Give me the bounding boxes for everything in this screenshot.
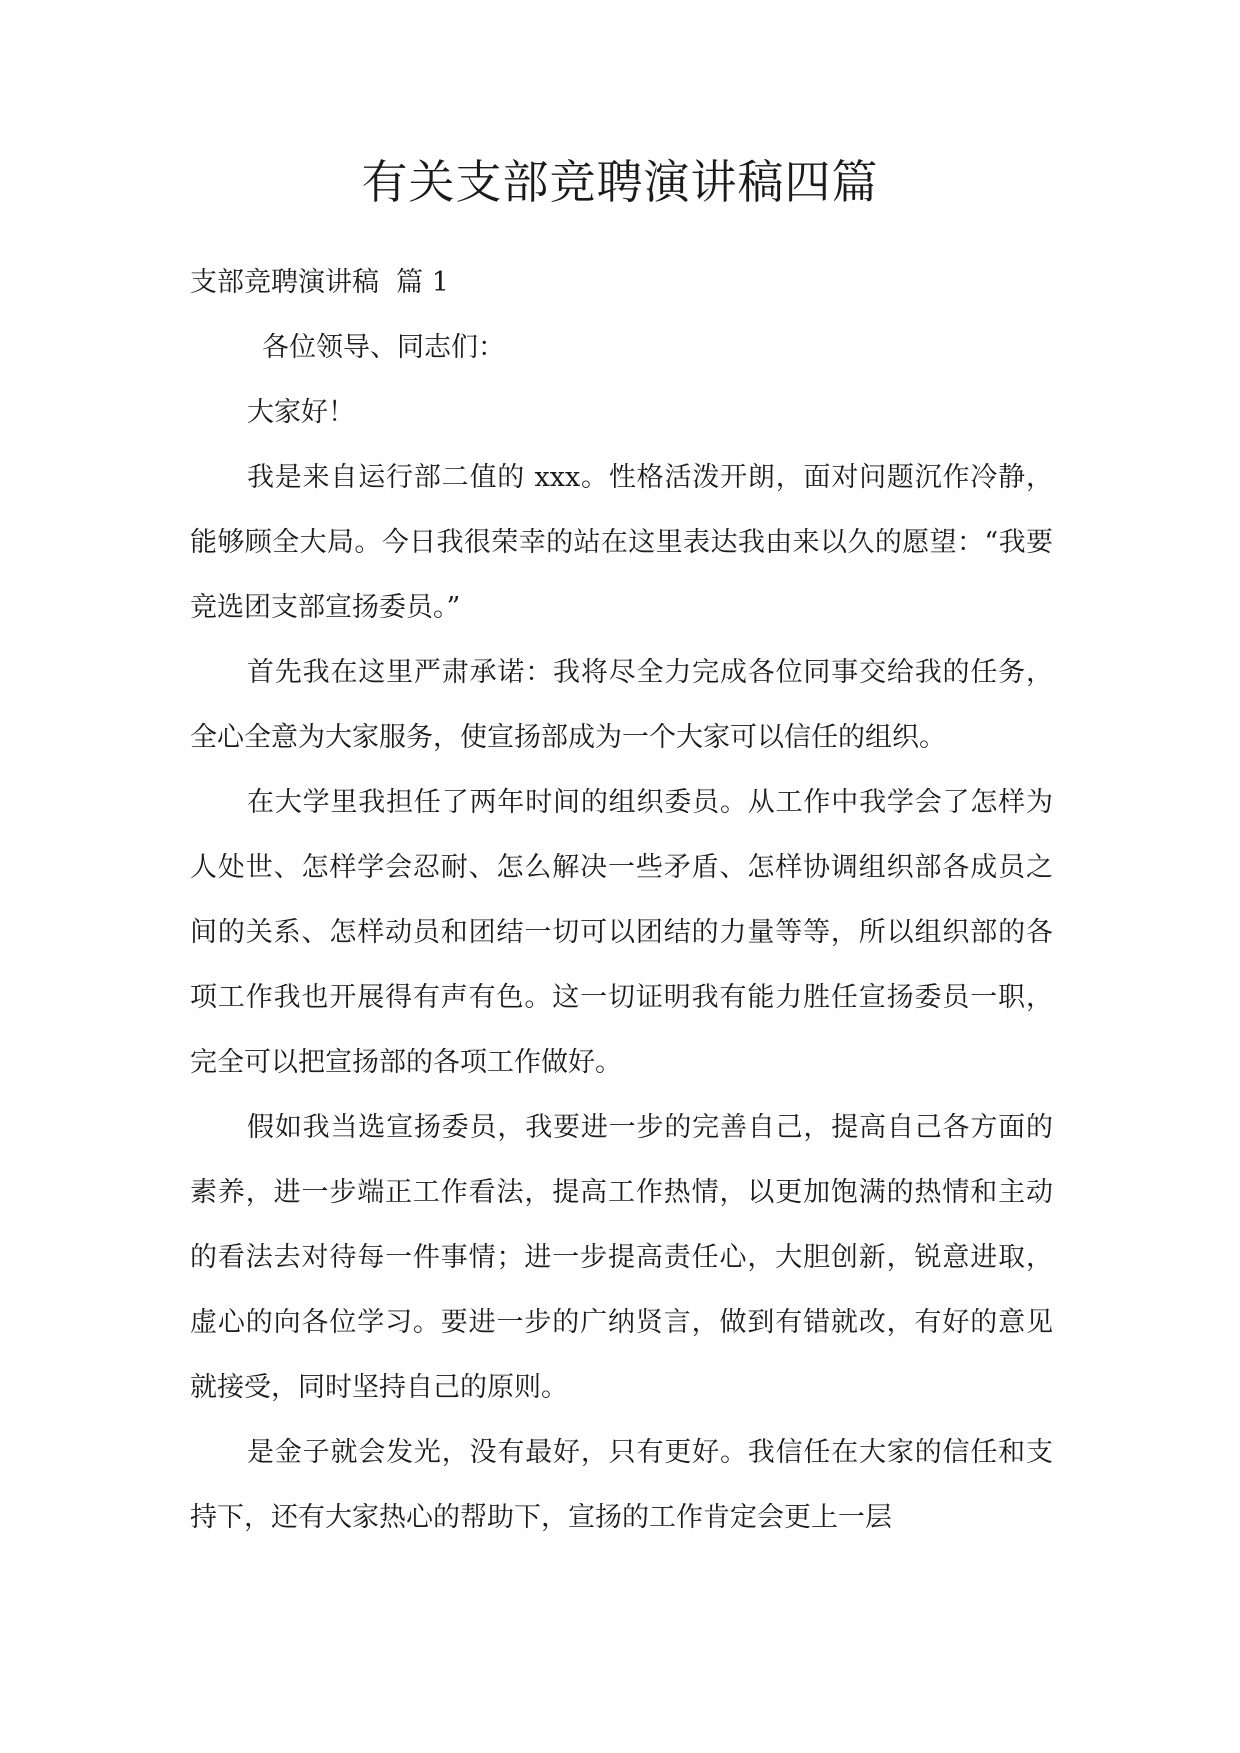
- greeting: 大家好！: [247, 397, 355, 428]
- paragraph: 在大学里我担任了两年时间的组织委员。从工作中我学会了怎样为人处世、怎样学会忍耐、怎么解决一些矛盾、怎样协调组织部各成员之间的关系、怎样动员和团结一切可以团结的力量等等，所以组织部的各项工作我也开展得有声有色。这一切证明我有能力胜任宣扬委员一职，完全可以把宣扬部的各项工作做好。: [190, 787, 1053, 1078]
- salutation: 各位领导、同志们：: [262, 332, 505, 363]
- section-heading: 支部竞聘演讲稿 篇 1: [190, 267, 449, 298]
- paragraph: 是金子就会发光，没有最好，只有更好。我信任在大家的信任和支持下，还有大家热心的帮助下，宣扬的工作肯定会更上一层: [190, 1437, 1053, 1533]
- paragraph: 假如我当选宣扬委员，我要进一步的完善自己，提高自己各方面的素养，进一步端正工作看法，提高工作热情，以更加饱满的热情和主动的看法去对待每一件事情；进一步提高责任心，大胆创新，锐意进取，虚心的向各位学习。要进一步的广纳贤言，做到有错就改，有好的意见就接受，同时坚持自己的原则。: [190, 1112, 1053, 1403]
- document-title: 有关支部竞聘演讲稿四篇: [361, 155, 879, 209]
- document-body: [190, 250, 1053, 1550]
- paragraph: 首先我在这里严肃承诺：我将尽全力完成各位同事交给我的任务，全心全意为大家服务，使宣扬部成为一个大家可以信任的组织。: [190, 657, 1053, 753]
- paragraph: 我是来自运行部二值的 xxx。性格活泼开朗，面对问题沉作冷静，能够顾全大局。今日我很荣幸的站在这里表达我由来以久的愿望：“我要竞选团支部宣扬委员。”: [190, 462, 1053, 623]
